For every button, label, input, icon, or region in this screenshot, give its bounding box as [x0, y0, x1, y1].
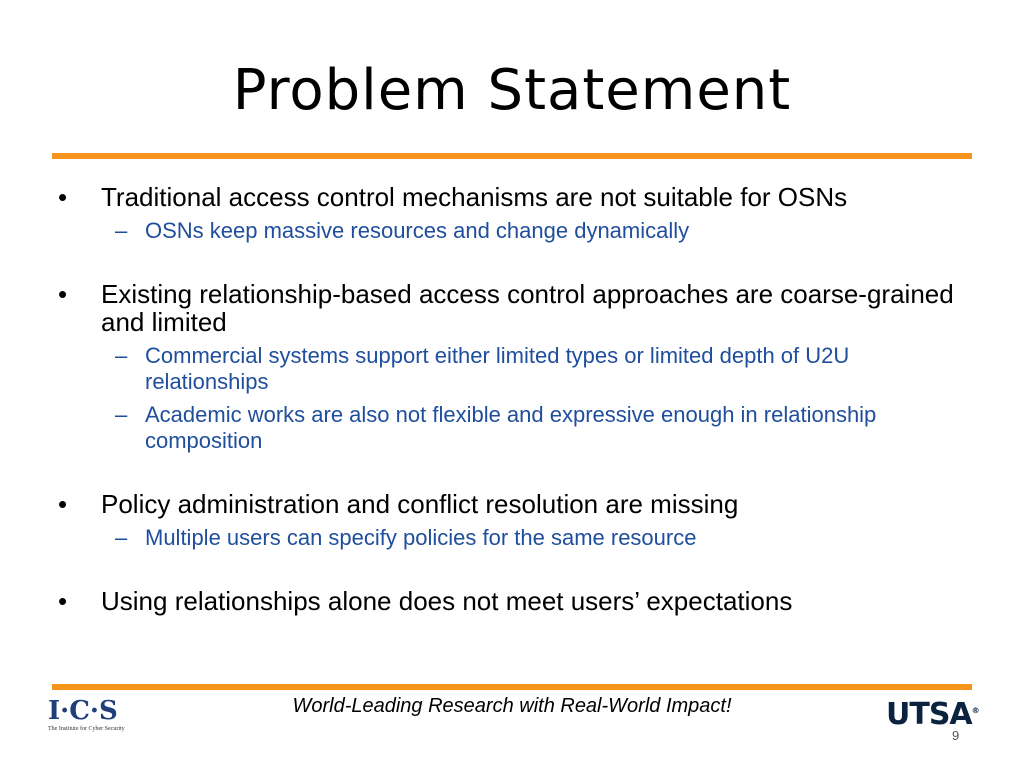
bullet-4 [58, 587, 968, 615]
utsa-logo-mark: UTSA [886, 697, 972, 732]
bullet-1 [58, 183, 968, 211]
footer-tagline: World-Leading Research with Real-World Impact! [292, 695, 732, 717]
sub-bullet-dash: – [115, 525, 128, 550]
ics-logo-mark: I·C·S [48, 696, 118, 726]
title-divider [52, 153, 972, 159]
sub-bullet-2-1 [58, 343, 968, 395]
trademark-symbol: ® [971, 706, 979, 715]
sub-bullet-3-1 [58, 525, 968, 551]
sub-bullet-text: Multiple users can specify policies for the same resource [145, 525, 697, 550]
sub-bullet-dash: – [115, 402, 128, 427]
sub-bullet-text: OSNs keep massive resources and change dynamically [145, 218, 690, 243]
page-number: 9 [952, 728, 960, 743]
bullet-text: Policy administration and conflict resolution are missing [101, 489, 739, 519]
bullet-dot: • [58, 586, 68, 616]
sub-bullet-dash: – [115, 343, 128, 368]
bullet-text: Existing relationship-based access control approaches are coarse-grained and limited [101, 279, 954, 337]
slide-title: Problem Statement [232, 58, 792, 123]
sub-bullet-1-1 [58, 218, 968, 244]
bullet-dot: • [58, 489, 68, 519]
footer-divider [52, 684, 972, 690]
bullet-text: Using relationships alone does not meet users’ expectations [101, 586, 793, 616]
ics-logo-subtitle: The Institute for Cyber Security [48, 726, 125, 732]
sub-bullet-dash: – [115, 218, 128, 243]
slide-body [58, 183, 968, 615]
bullet-dot: • [58, 279, 68, 309]
sub-bullet-text: Academic works are also not flexible and expressive enough in relationship composition [145, 402, 877, 453]
sub-bullet-2-2 [58, 402, 968, 454]
sub-bullet-text: Commercial systems support either limited types or limited depth of U2U relationships [145, 343, 850, 394]
bullet-text: Traditional access control mechanisms are not suitable for OSNs [101, 182, 848, 212]
bullet-dot: • [58, 182, 68, 212]
bullet-2 [58, 280, 968, 336]
utsa-logo [886, 697, 979, 732]
bullet-3 [58, 490, 968, 518]
